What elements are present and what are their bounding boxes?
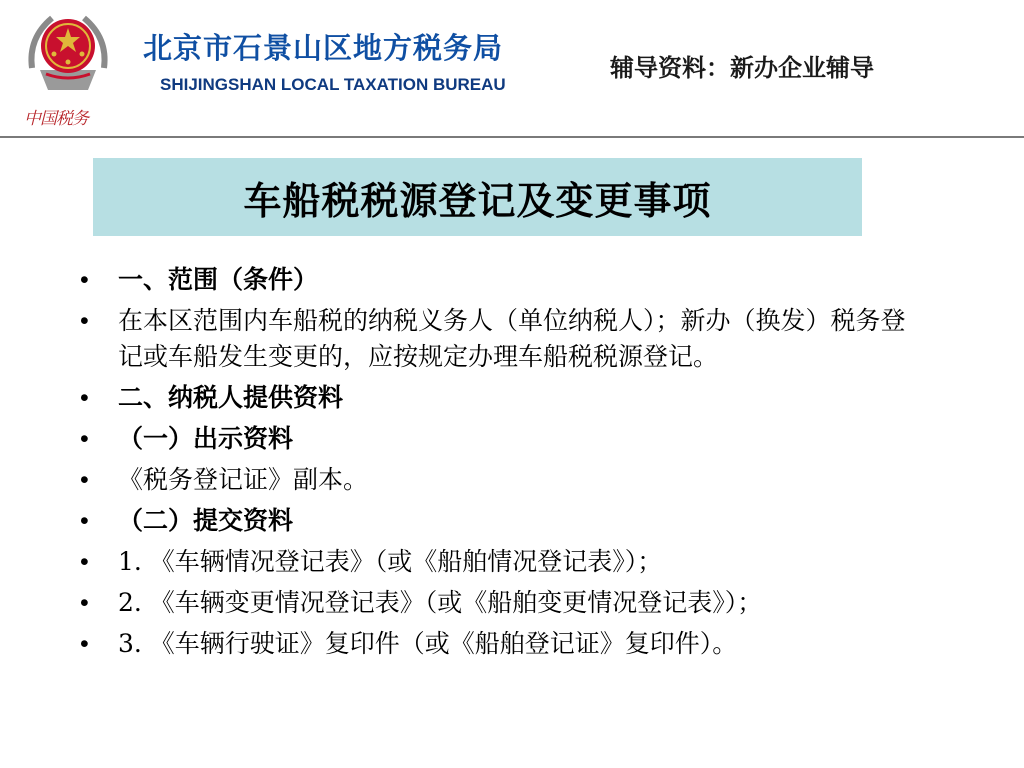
bullet-text: 《税务登记证》副本。 [118,465,369,494]
bullet-dot-icon: • [80,384,89,412]
bullet-item [80,262,910,298]
bullet-item [80,421,910,457]
bullet-text: （二）提交资料 [118,506,294,535]
slide-header [0,0,1024,140]
calligraphy-logo: 中国税务 [24,109,88,129]
bullet-dot-icon: • [80,548,89,576]
slide-title: 车船税税源登记及变更事项 [243,177,712,223]
bullet-text: 二、纳税人提供资料 [118,383,344,412]
bullet-item [80,626,910,662]
bullet-dot-icon: • [80,630,89,658]
header-divider [0,136,1024,138]
bullet-text: 在本区范围内车船税的纳税义务人（单位纳税人）；新办（换发）税务登记或车船发生变更的，应按规定办理车船税税源登记。 [118,306,906,371]
bullet-text: 一、范围（条件） [118,265,319,294]
document-label: 辅导资料：新办企业辅导 [610,54,874,82]
bullet-text: 3. 《车辆行驶证》复印件（或《船舶登记证》复印件）。 [118,629,738,658]
bullet-text: （一）出示资料 [118,424,294,453]
bullet-text: 1. 《车辆情况登记表》（或《船舶情况登记表》）； [118,547,663,576]
bullet-list [80,262,910,667]
bullet-dot-icon: • [80,507,89,535]
bullet-dot-icon: • [80,425,89,453]
bullet-item [80,303,910,375]
bullet-dot-icon: • [80,466,89,494]
bullet-dot-icon: • [80,307,89,335]
bullet-text: 2. 《车辆变更情况登记表》（或《船舶变更情况登记表》）； [118,588,763,617]
org-name-en: SHIJINGSHAN LOCAL TAXATION BUREAU [160,75,506,94]
bullet-dot-icon: • [80,589,89,617]
bullet-item [80,380,910,416]
bullet-item [80,503,910,539]
org-name-cn: 北京市石景山区地方税务局 [143,31,504,65]
bullet-item [80,544,910,580]
bullet-dot-icon: • [80,266,89,294]
bullet-item [80,585,910,621]
title-box [93,158,862,236]
bullet-item [80,462,910,498]
tax-bureau-emblem-icon [22,8,114,96]
